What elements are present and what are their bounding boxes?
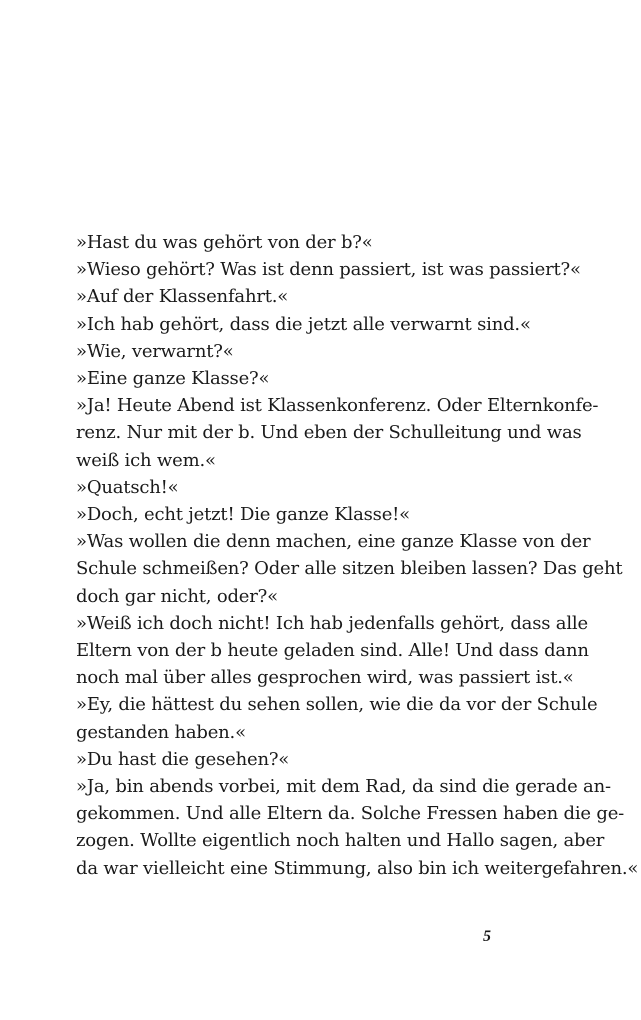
- text-line: »Quatsch!«: [76, 476, 179, 498]
- text-line: »Eine ganze Klasse?«: [76, 368, 270, 390]
- text-line: zogen. Wollte eigentlich noch halten und Hallo sagen, aber: [76, 830, 605, 852]
- text-line: doch gar nicht, oder?«: [76, 585, 278, 607]
- text-line: weiß ich wem.«: [76, 449, 216, 471]
- text-line: »Doch, echt jetzt! Die ganze Klasse!«: [76, 504, 410, 526]
- text-line: »Ja! Heute Abend ist Klassenkonferenz. Oder Elternkonfe-: [76, 395, 599, 417]
- text-line: renz. Nur mit der b. Und eben der Schulleitung und was: [76, 422, 582, 444]
- text-line: »Auf der Klassenfahrt.«: [76, 286, 289, 308]
- text-line: Schule schmeißen? Oder alle sitzen bleiben lassen? Das geht: [76, 558, 623, 580]
- text-line: »Ja, bin abends vorbei, mit dem Rad, da sind die gerade an-: [76, 776, 611, 798]
- text-line: noch mal über alles gesprochen wird, was passiert ist.«: [76, 667, 574, 689]
- text-line: da war vielleicht eine Stimmung, also bin ich weitergefahren.«: [76, 857, 639, 879]
- text-line: »Wie, verwarnt?«: [76, 340, 234, 362]
- text-line: »Du hast die gesehen?«: [76, 748, 290, 770]
- text-line: »Ich hab gehört, dass die jetzt alle verwarnt sind.«: [76, 313, 531, 335]
- text-line: »Hast du was gehört von der b?«: [76, 232, 373, 253]
- text-line: gekommen. Und alle Eltern da. Solche Fressen haben die ge-: [76, 803, 625, 825]
- text-line: »Weiß ich doch nicht! Ich hab jedenfalls gehört, dass alle: [76, 612, 588, 634]
- text-line: »Was wollen die denn machen, eine ganze Klasse von der: [76, 531, 591, 553]
- text-line: »Wieso gehört? Was ist denn passiert, ist was passiert?«: [76, 259, 581, 281]
- text-line: Eltern von der b heute geladen sind. Alle! Und dass dann: [76, 640, 589, 662]
- page-number: 5: [483, 928, 491, 945]
- text-line: »Ey, die hättest du sehen sollen, wie die da vor der Schule: [76, 694, 598, 716]
- body-text: [76, 229, 639, 882]
- text-line: gestanden haben.«: [76, 721, 246, 743]
